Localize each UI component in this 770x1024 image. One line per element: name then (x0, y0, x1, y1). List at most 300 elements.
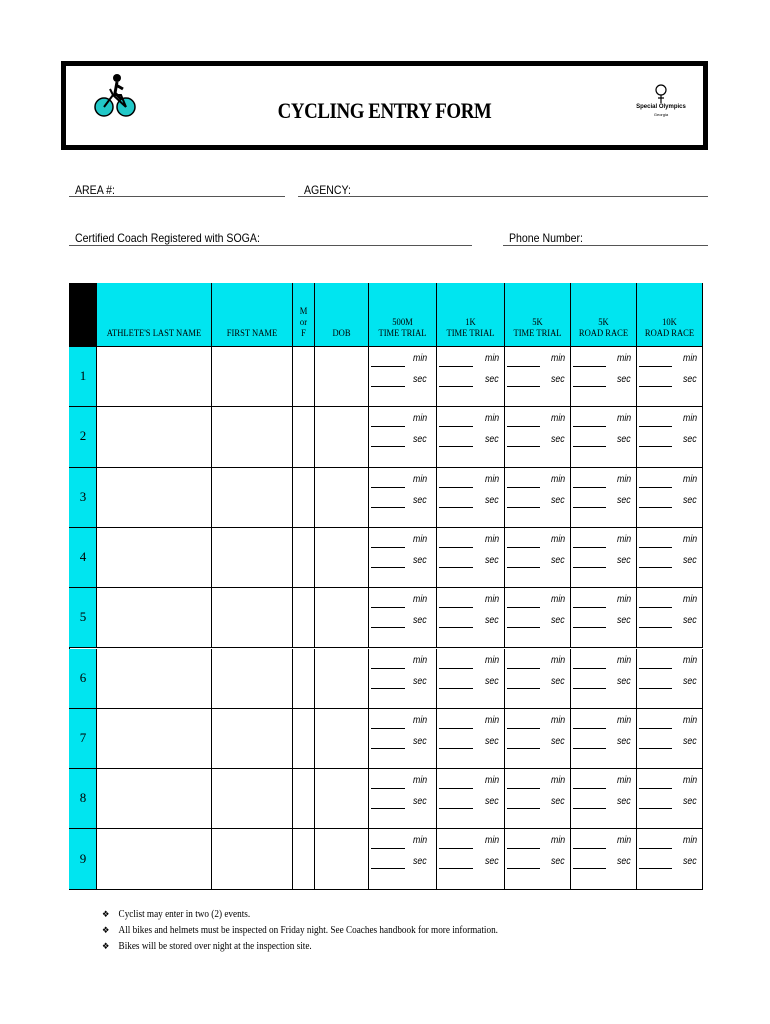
min-label: min (551, 594, 566, 606)
sec-blank[interactable] (439, 567, 473, 568)
min-blank[interactable] (639, 426, 672, 427)
sec-label: sec (617, 494, 631, 506)
entry-cell-5ktt[interactable] (505, 588, 571, 648)
min-label: min (413, 714, 428, 726)
entry-cell-first[interactable] (212, 347, 293, 407)
sec-blank[interactable] (507, 688, 540, 689)
entry-cell-first[interactable] (212, 709, 293, 769)
min-blank[interactable] (439, 366, 473, 367)
column-header-line: ROAD RACE (644, 329, 695, 339)
sec-blank[interactable] (507, 386, 540, 387)
sec-blank[interactable] (573, 507, 606, 508)
entry-cell-10krr[interactable] (637, 769, 703, 829)
min-label: min (617, 594, 632, 606)
min-blank[interactable] (507, 547, 540, 548)
note-text: All bikes and helmets must be inspected on Friday night. See Coaches handbook for more information. (118, 925, 498, 936)
entry-cell-last[interactable] (97, 407, 212, 467)
row-number: 5 (79, 609, 87, 625)
sec-blank[interactable] (573, 446, 606, 447)
entry-cell-last[interactable] (97, 829, 212, 889)
min-label: min (683, 775, 698, 787)
entry-cell-5krr[interactable] (571, 649, 637, 709)
min-label: min (413, 533, 428, 545)
min-label: min (413, 775, 428, 787)
entry-cell-5ktt[interactable] (505, 709, 571, 769)
min-blank[interactable] (639, 607, 672, 608)
entry-cell-sex[interactable] (293, 528, 315, 588)
sec-blank[interactable] (439, 868, 473, 869)
sec-blank[interactable] (371, 688, 405, 689)
sec-blank[interactable] (507, 808, 540, 809)
column-header-last (97, 283, 212, 347)
title-box (61, 61, 708, 150)
row-number-cell (69, 709, 97, 769)
entry-cell-dob[interactable] (315, 588, 369, 648)
entry-cell-1k[interactable] (437, 407, 505, 467)
row-number: 6 (79, 669, 87, 685)
min-blank[interactable] (573, 848, 606, 849)
entry-cell-last[interactable] (97, 588, 212, 648)
min-label: min (485, 775, 500, 787)
sec-label: sec (413, 554, 427, 566)
column-header-line: 5K (532, 318, 543, 328)
min-label: min (413, 413, 428, 425)
min-label: min (617, 775, 632, 787)
sec-blank[interactable] (371, 808, 405, 809)
sec-label: sec (683, 374, 697, 385)
min-blank[interactable] (507, 426, 540, 427)
entry-cell-5krr[interactable] (571, 528, 637, 588)
sec-blank[interactable] (371, 446, 405, 447)
min-blank[interactable] (439, 848, 473, 849)
min-label: min (551, 654, 566, 666)
min-label: min (683, 594, 698, 606)
coach-field[interactable] (69, 245, 472, 246)
entry-cell-1k[interactable] (437, 347, 505, 407)
min-blank[interactable] (639, 728, 672, 729)
row-number: 8 (79, 790, 87, 806)
entry-cell-dob[interactable] (315, 407, 369, 467)
sec-blank[interactable] (439, 748, 473, 749)
min-blank[interactable] (439, 487, 473, 488)
logo-subtext: Georgia (653, 112, 669, 117)
entry-cell-sex[interactable] (293, 588, 315, 648)
min-blank[interactable] (439, 668, 473, 669)
min-label: min (683, 835, 698, 847)
sec-blank[interactable] (573, 748, 606, 749)
min-blank[interactable] (439, 426, 473, 427)
min-blank[interactable] (573, 366, 606, 367)
note-item (102, 907, 498, 923)
sec-blank[interactable] (439, 808, 473, 809)
entry-cell-5krr[interactable] (571, 769, 637, 829)
sec-label: sec (485, 675, 499, 687)
entry-cell-500m[interactable] (369, 769, 437, 829)
row-number-cell (69, 407, 97, 467)
row-number: 7 (79, 729, 87, 745)
min-blank[interactable] (507, 788, 540, 789)
entry-cell-first[interactable] (212, 649, 293, 709)
min-blank[interactable] (507, 487, 540, 488)
entry-cell-first[interactable] (212, 528, 293, 588)
entry-cell-1k[interactable] (437, 649, 505, 709)
column-header-label (440, 318, 500, 340)
min-label: min (617, 714, 632, 726)
sec-label: sec (413, 675, 427, 687)
min-blank[interactable] (439, 788, 473, 789)
min-blank[interactable] (573, 728, 606, 729)
area-field[interactable] (69, 196, 285, 197)
sec-blank[interactable] (639, 507, 672, 508)
entry-cell-5krr[interactable] (571, 829, 637, 889)
sec-label: sec (617, 856, 631, 868)
sec-blank[interactable] (639, 808, 672, 809)
entry-cell-dob[interactable] (315, 769, 369, 829)
column-header-line: TIME TRIAL (513, 329, 562, 339)
sec-label: sec (617, 675, 631, 687)
min-blank[interactable] (639, 788, 672, 789)
min-blank[interactable] (507, 848, 540, 849)
min-blank[interactable] (439, 547, 473, 548)
sec-blank[interactable] (573, 627, 606, 628)
sec-blank[interactable] (639, 446, 672, 447)
sec-blank[interactable] (507, 748, 540, 749)
entry-cell-1k[interactable] (437, 468, 505, 528)
agency-label: AGENCY: (304, 183, 351, 197)
entry-cell-1k[interactable] (437, 588, 505, 648)
sec-label: sec (551, 374, 565, 385)
min-label: min (551, 714, 566, 726)
min-label: min (683, 714, 698, 726)
sec-label: sec (485, 856, 499, 868)
entry-cell-5krr[interactable] (571, 588, 637, 648)
sec-blank[interactable] (371, 386, 405, 387)
min-label: min (485, 353, 500, 364)
column-header-10krr (637, 283, 703, 347)
min-label: min (617, 654, 632, 666)
row-number: 9 (79, 850, 87, 866)
column-header-line: DOB (332, 329, 351, 339)
entry-cell-5ktt[interactable] (505, 829, 571, 889)
min-blank[interactable] (371, 668, 405, 669)
column-header-line: 1K (465, 318, 476, 328)
min-label: min (551, 413, 566, 425)
min-label: min (485, 654, 500, 666)
notes-list (102, 907, 498, 955)
sec-label: sec (485, 374, 499, 385)
entry-cell-500m[interactable] (369, 829, 437, 889)
sec-label: sec (485, 554, 499, 566)
sec-label: sec (485, 434, 499, 446)
note-text: Cyclist may enter in two (2) events. (118, 909, 251, 920)
min-label: min (485, 594, 500, 606)
sec-blank[interactable] (639, 868, 672, 869)
min-blank[interactable] (573, 607, 606, 608)
entry-cell-last[interactable] (97, 769, 212, 829)
entry-cell-10krr[interactable] (637, 407, 703, 467)
sec-blank[interactable] (439, 446, 473, 447)
min-blank[interactable] (371, 607, 405, 608)
column-header-line: M (299, 307, 308, 317)
row-number: 2 (79, 428, 87, 444)
sec-label: sec (485, 735, 499, 747)
min-blank[interactable] (507, 668, 540, 669)
entry-cell-5krr[interactable] (571, 347, 637, 407)
sec-label: sec (551, 494, 565, 506)
min-blank[interactable] (507, 728, 540, 729)
min-label: min (485, 413, 500, 425)
column-header-line: or (299, 318, 308, 328)
sec-label: sec (617, 554, 631, 566)
entry-cell-10krr[interactable] (637, 588, 703, 648)
min-blank[interactable] (371, 487, 405, 488)
sec-label: sec (683, 675, 697, 687)
entry-cell-last[interactable] (97, 649, 212, 709)
coach-label: Certified Coach Registered with SOGA: (75, 231, 260, 245)
entry-cell-10krr[interactable] (637, 347, 703, 407)
entry-cell-sex[interactable] (293, 407, 315, 467)
sec-blank[interactable] (439, 386, 473, 387)
entry-cell-500m[interactable] (369, 468, 437, 528)
min-label: min (551, 533, 566, 545)
agency-field[interactable] (298, 196, 708, 197)
sec-blank[interactable] (639, 386, 672, 387)
entry-cell-10krr[interactable] (637, 468, 703, 528)
entry-cell-500m[interactable] (369, 528, 437, 588)
entry-cell-dob[interactable] (315, 528, 369, 588)
phone-label: Phone Number: (509, 231, 583, 245)
entry-cell-5ktt[interactable] (505, 649, 571, 709)
min-blank[interactable] (371, 426, 405, 427)
row-number-cell (69, 829, 97, 889)
min-label: min (617, 533, 632, 545)
sec-blank[interactable] (371, 567, 405, 568)
sec-label: sec (551, 735, 565, 747)
column-header-label (318, 329, 366, 340)
min-blank[interactable] (371, 788, 405, 789)
column-header-line: 5K (598, 318, 609, 328)
entry-cell-5ktt[interactable] (505, 468, 571, 528)
sec-blank[interactable] (573, 688, 606, 689)
min-blank[interactable] (639, 668, 672, 669)
entry-cell-sex[interactable] (293, 709, 315, 769)
entry-cell-first[interactable] (212, 407, 293, 467)
column-header-first (212, 283, 293, 347)
min-label: min (551, 353, 566, 364)
min-blank[interactable] (573, 426, 606, 427)
sec-label: sec (617, 796, 631, 808)
min-label: min (683, 413, 698, 425)
entry-cell-dob[interactable] (315, 649, 369, 709)
sec-label: sec (551, 615, 565, 627)
sec-blank[interactable] (439, 507, 473, 508)
entry-cell-5ktt[interactable] (505, 769, 571, 829)
min-label: min (485, 835, 500, 847)
entry-cell-dob[interactable] (315, 709, 369, 769)
sec-label: sec (485, 494, 499, 506)
sec-blank[interactable] (507, 446, 540, 447)
sec-blank[interactable] (573, 868, 606, 869)
min-blank[interactable] (573, 788, 606, 789)
min-blank[interactable] (371, 728, 405, 729)
entry-cell-last[interactable] (97, 709, 212, 769)
min-blank[interactable] (507, 366, 540, 367)
min-blank[interactable] (639, 848, 672, 849)
sec-blank[interactable] (573, 567, 606, 568)
sec-blank[interactable] (573, 386, 606, 387)
entry-cell-10krr[interactable] (637, 709, 703, 769)
sec-label: sec (683, 735, 697, 747)
entry-cell-last[interactable] (97, 468, 212, 528)
sec-blank[interactable] (639, 567, 672, 568)
column-header-label (640, 318, 699, 340)
min-blank[interactable] (573, 487, 606, 488)
min-label: min (485, 473, 500, 485)
sec-blank[interactable] (371, 868, 405, 869)
entry-cell-1k[interactable] (437, 829, 505, 889)
sec-blank[interactable] (439, 627, 473, 628)
entry-cell-5ktt[interactable] (505, 407, 571, 467)
entry-cell-sex[interactable] (293, 468, 315, 528)
min-label: min (683, 654, 698, 666)
sec-label: sec (485, 615, 499, 627)
entry-cell-500m[interactable] (369, 709, 437, 769)
entry-cell-500m[interactable] (369, 347, 437, 407)
entry-cell-dob[interactable] (315, 347, 369, 407)
sec-blank[interactable] (639, 627, 672, 628)
entry-cell-1k[interactable] (437, 769, 505, 829)
diamond-bullet-icon: ❖ (102, 910, 110, 920)
column-header-dob (315, 283, 369, 347)
min-label: min (683, 533, 698, 545)
note-item (102, 923, 498, 939)
entry-cell-first[interactable] (212, 769, 293, 829)
entry-cell-dob[interactable] (315, 829, 369, 889)
sec-label: sec (551, 554, 565, 566)
entry-cell-10krr[interactable] (637, 528, 703, 588)
sec-label: sec (413, 735, 427, 747)
sec-blank[interactable] (507, 567, 540, 568)
sec-blank[interactable] (371, 627, 405, 628)
row-number-cell (69, 649, 97, 709)
entry-cell-5krr[interactable] (571, 709, 637, 769)
entry-cell-last[interactable] (97, 347, 212, 407)
sec-label: sec (413, 856, 427, 868)
entry-cell-10krr[interactable] (637, 829, 703, 889)
min-blank[interactable] (573, 547, 606, 548)
sec-blank[interactable] (507, 507, 540, 508)
row-number: 1 (79, 368, 87, 384)
column-header-line: TIME TRIAL (446, 329, 495, 339)
entry-cell-5krr[interactable] (571, 407, 637, 467)
sec-label: sec (683, 494, 697, 506)
entry-cell-1k[interactable] (437, 709, 505, 769)
entry-cell-first[interactable] (212, 829, 293, 889)
min-label: min (617, 353, 632, 364)
entry-cell-sex[interactable] (293, 769, 315, 829)
column-header-line: F (301, 329, 306, 339)
min-blank[interactable] (439, 607, 473, 608)
special-olympics-logo (636, 84, 686, 124)
min-blank[interactable] (371, 366, 405, 367)
sec-label: sec (683, 554, 697, 566)
sec-blank[interactable] (507, 868, 540, 869)
column-header-label (574, 318, 633, 340)
sec-blank[interactable] (507, 627, 540, 628)
min-label: min (413, 654, 428, 666)
note-text: Bikes will be stored over night at the inspection site. (118, 941, 312, 952)
column-header-5krr (571, 283, 637, 347)
entry-cell-sex[interactable] (293, 829, 315, 889)
min-blank[interactable] (507, 607, 540, 608)
entry-cell-5ktt[interactable] (505, 528, 571, 588)
min-label: min (413, 473, 428, 485)
entry-cell-sex[interactable] (293, 649, 315, 709)
column-header-label (216, 329, 288, 340)
sec-label: sec (413, 374, 427, 385)
sec-label: sec (551, 856, 565, 868)
entry-cell-500m[interactable] (369, 407, 437, 467)
entry-cell-500m[interactable] (369, 649, 437, 709)
entry-cell-last[interactable] (97, 528, 212, 588)
row-number-cell (69, 347, 97, 407)
min-label: min (551, 775, 566, 787)
sec-blank[interactable] (439, 688, 473, 689)
column-header-line: 500M (392, 318, 413, 328)
column-header-label (294, 307, 313, 340)
min-label: min (413, 594, 428, 606)
min-blank[interactable] (639, 366, 672, 367)
min-label: min (413, 835, 428, 847)
column-header-sex (293, 283, 315, 347)
entry-cell-sex[interactable] (293, 347, 315, 407)
entry-cell-dob[interactable] (315, 468, 369, 528)
row-number-cell (69, 528, 97, 588)
min-blank[interactable] (371, 848, 405, 849)
min-blank[interactable] (639, 547, 672, 548)
sec-label: sec (617, 434, 631, 446)
phone-field[interactable] (503, 245, 708, 246)
entry-cell-500m[interactable] (369, 588, 437, 648)
min-blank[interactable] (639, 487, 672, 488)
entry-cell-1k[interactable] (437, 528, 505, 588)
entry-cell-5krr[interactable] (571, 468, 637, 528)
sec-blank[interactable] (639, 688, 672, 689)
sec-blank[interactable] (639, 748, 672, 749)
sec-label: sec (413, 796, 427, 808)
row-number-cell (69, 468, 97, 528)
column-header-1k (437, 283, 505, 347)
torch-icon (654, 84, 668, 104)
sec-label: sec (683, 856, 697, 868)
row-number: 4 (79, 549, 87, 565)
entry-cell-first[interactable] (212, 588, 293, 648)
entry-cell-5ktt[interactable] (505, 347, 571, 407)
sec-blank[interactable] (371, 507, 405, 508)
logo-text: Special Olympics (636, 104, 686, 110)
sec-label: sec (413, 494, 427, 506)
min-blank[interactable] (371, 547, 405, 548)
column-header-5ktt (505, 283, 571, 347)
entry-cell-first[interactable] (212, 468, 293, 528)
sec-blank[interactable] (573, 808, 606, 809)
entry-cell-10krr[interactable] (637, 649, 703, 709)
row-number: 3 (79, 488, 87, 504)
min-blank[interactable] (439, 728, 473, 729)
min-blank[interactable] (573, 668, 606, 669)
sec-blank[interactable] (371, 748, 405, 749)
sec-label: sec (683, 796, 697, 808)
